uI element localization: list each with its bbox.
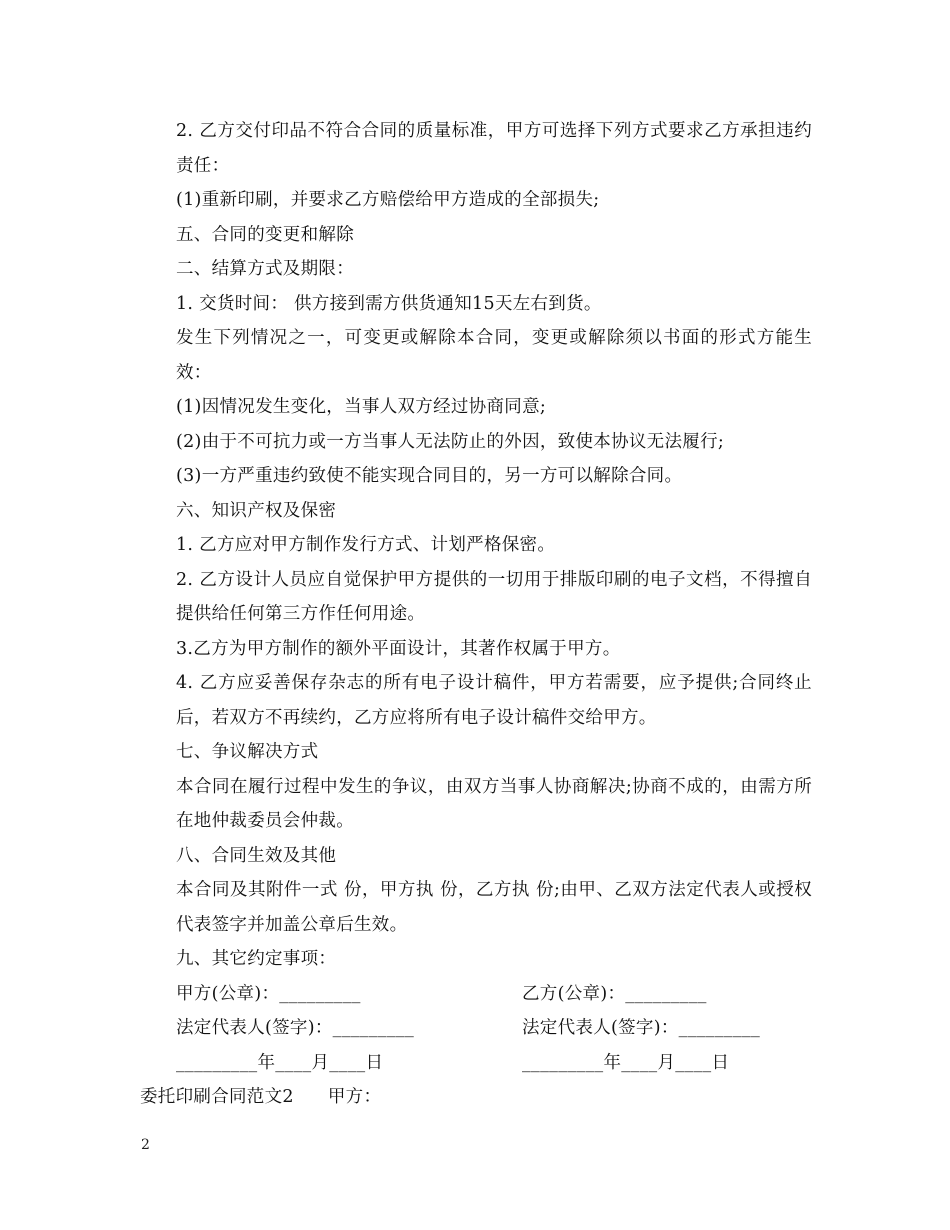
party-a-date-field: _________年____月____日 xyxy=(176,1052,384,1073)
paragraph-ip-1: 1. 乙方应对甲方制作发行方式、计划严格保密。 xyxy=(176,535,556,555)
paragraph-quality-liability: 2. 乙方交付印品不符合合同的质量标准，甲方可选择下列方式要求乙方承担违约责任： xyxy=(176,121,812,176)
heading-dispute: 七、争议解决方式 xyxy=(176,742,319,762)
paragraph-reprint: (1)重新印刷，并要求乙方赔偿给甲方造成的全部损失; xyxy=(176,190,600,210)
signature-date-row xyxy=(140,1046,812,1081)
heading-other-terms: 九、其它约定事项： xyxy=(176,949,337,969)
party-b-seal-field: 乙方(公章)：_________ xyxy=(522,983,707,1004)
paragraph-condition-3: (3)一方严重违约致使不能实现合同目的，另一方可以解除合同。 xyxy=(176,466,683,486)
party-a-seal-field: 甲方(公章)：_________ xyxy=(176,983,361,1004)
next-section-party: 甲方： xyxy=(327,1087,382,1107)
signature-seal-row xyxy=(140,977,812,1012)
paragraph-delivery-time: 1. 交货时间： 供方接到需方供货通知15天左右到货。 xyxy=(176,293,602,314)
heading-effectiveness: 八、合同生效及其他 xyxy=(176,845,337,866)
paragraph-ip-4: 4. 乙方应妥善保存杂志的所有电子设计稿件，甲方若需要，应予提供;合同终止后，若双方不再续约，乙方应将所有电子设计稿件交给甲方。 xyxy=(176,673,812,728)
paragraph-dispute: 本合同在履行过程中发生的争议，由双方当事人协商解决;协商不成的，由需方所在地仲裁委员会仲裁。 xyxy=(176,776,812,831)
next-section-line xyxy=(140,1080,812,1115)
party-a-rep-field: 法定代表人(签字)：_________ xyxy=(176,1018,415,1038)
next-section-title: 委托印刷合同范文2 xyxy=(140,1087,294,1107)
paragraph-ip-2: 2. 乙方设计人员应自觉保护甲方提供的一切用于排版印刷的电子文档，不得擅自提供给任何第三方作任何用途。 xyxy=(176,569,812,624)
paragraph-ip-3: 3.乙方为甲方制作的额外平面设计，其著作权属于甲方。 xyxy=(176,638,621,659)
paragraph-effectiveness: 本合同及其附件一式 份，甲方执 份，乙方执 份;由甲、乙双方法定代表人或授权代表签字并加盖公章后生效。 xyxy=(176,880,812,935)
heading-contract-change: 五、合同的变更和解除 xyxy=(176,224,354,245)
document-body xyxy=(140,114,812,1115)
page-number: 2 xyxy=(141,1137,150,1153)
paragraph-change-conditions: 发生下列情况之一，可变更或解除本合同，变更或解除须以书面的形式方能生效： xyxy=(176,328,812,383)
party-b-rep-field: 法定代表人(签字)：_________ xyxy=(522,1018,761,1038)
heading-settlement: 二、结算方式及期限： xyxy=(176,259,354,279)
heading-ip-confidentiality: 六、知识产权及保密 xyxy=(176,500,337,521)
signature-rep-row xyxy=(140,1011,812,1046)
paragraph-condition-2: (2)由于不可抗力或一方当事人无法防止的外因，致使本协议无法履行; xyxy=(176,431,725,452)
party-b-date-field: _________年____月____日 xyxy=(522,1052,730,1073)
paragraph-condition-1: (1)因情况发生变化，当事人双方经过协商同意; xyxy=(176,397,547,417)
